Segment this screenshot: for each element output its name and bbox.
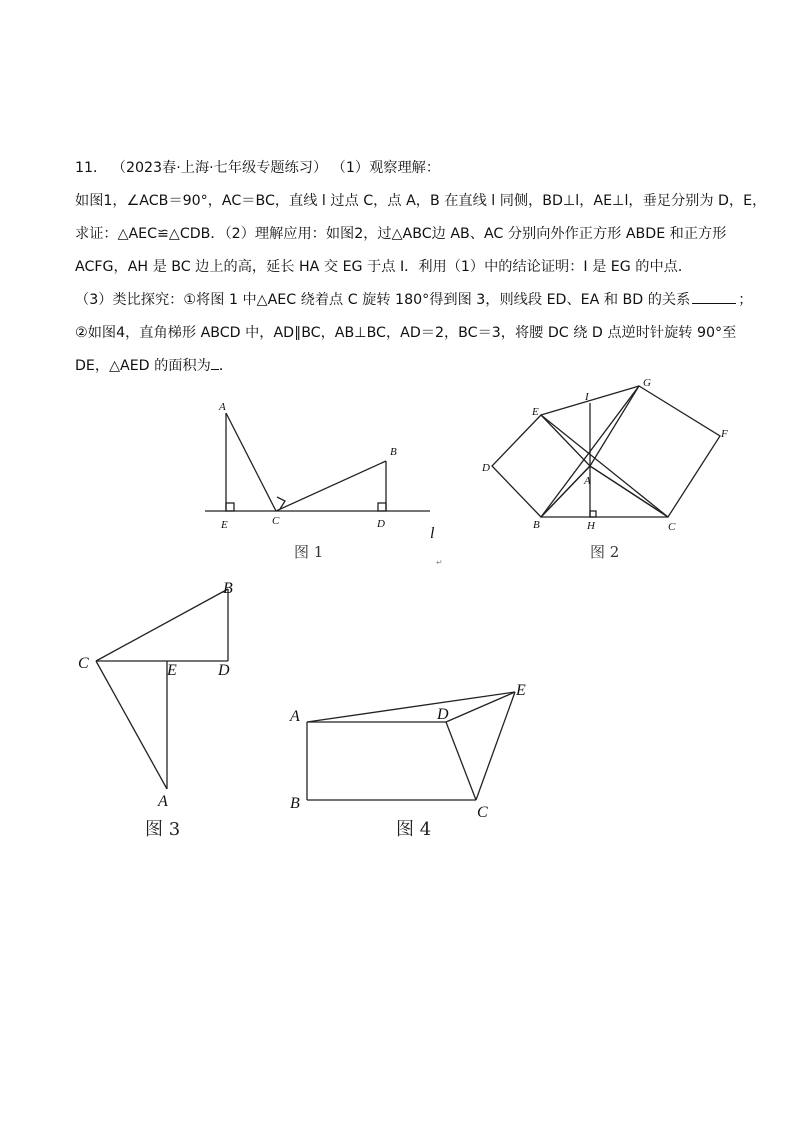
part1-title: （1）观察理解： [331,160,441,176]
fig2-square-ABDE [492,415,590,517]
fig1-right-angle-E [226,503,234,511]
fig4-label-D: D [437,706,449,723]
fig2-caption: 图 2 [590,543,620,561]
fig4-label-A: A [290,708,300,725]
fig3-label-E: E [167,662,177,679]
fig1-label-A: A [219,401,226,413]
fig3-label-A: A [158,793,168,810]
problem-line-3: 求证：△AEC≌△CDB．（2）理解应用：如图2，过△ABC边 AB、AC 分别向外作正方形 ABDE 和正方形 [75,226,727,242]
fig2-label-I: I [585,391,589,403]
fig4-label-E: E [516,682,526,699]
line5-end: ； [738,292,753,308]
line7-end: ． [218,358,234,374]
problem-line-4: ACFG，AH 是 BC 边上的高，延长 HA 交 EG 于点 I．利用（1）中的结论证明：I 是 EG 的中点． [75,259,693,275]
fig2-label-D: D [482,462,490,474]
fig1-label-l: l [430,525,435,542]
fig2-label-F: F [721,428,728,440]
fig2-label-A: A [584,475,591,487]
figure-1 [205,413,430,511]
fig1-label-E: E [221,519,228,531]
fig2-label-C: C [668,521,676,533]
fig4-segment-EC [476,692,515,800]
fig1-caption: 图 1 [294,543,324,561]
fig4-caption: 图 4 [396,819,432,840]
fig2-segment-EC [541,415,668,517]
problem-line-2: 如图1，∠ACB＝90°，AC＝BC，直线 l 过点 C，点 A，B 在直线 l 同侧，BD⊥l，AE⊥l，垂足分别为 D，E， [75,193,767,209]
fig3-label-D: D [218,662,230,679]
fig3-segment-CB [96,589,228,661]
fig3-caption: 图 3 [145,819,181,840]
fig2-right-angle-H [590,511,596,517]
figure-3 [96,589,228,789]
fig1-segment-AC [226,413,276,511]
problem-line-6: ②如图4，直角梯形 ABCD 中，AD∥BC，AB⊥BC，AD＝2，BC＝3，将腰 DC 绕 D 点逆时针旋转 90°至 [75,325,737,341]
fig3-label-C: C [78,655,89,672]
fig1-segment-CB [276,461,386,511]
fig2-label-B: B [533,519,540,531]
problem-number: 11． [75,160,108,176]
fig2-label-E: E [532,406,539,418]
fig1-label-B: B [390,446,397,458]
fig3-label-B: B [223,580,233,597]
line5-text: （3）类比探究：①将图 1 中△AEC 绕着点 C 旋转 180°得到图 3，则线段 ED、EA 和 BD 的关系 [75,292,691,308]
fig4-label-C: C [477,804,488,821]
line7-text: DE，△AED 的面积为 [75,358,211,374]
fig4-segment-DC [446,722,476,800]
fig2-square-ACFG [590,386,720,517]
problem-source: （2023春·上海·七年级专题练习） [111,160,328,176]
fig4-segment-AE [307,692,515,722]
figure-2 [492,386,720,517]
paragraph-mark: ↵ [436,558,443,567]
fig1-label-D: D [377,518,385,530]
fig1-label-C: C [272,515,280,527]
fig2-label-G: G [643,377,651,389]
fig3-segment-CA [96,661,167,789]
figure-4 [307,692,515,800]
fig2-label-H: H [587,520,595,532]
fig4-label-B: B [290,795,300,812]
fig1-right-angle-D [378,503,386,511]
